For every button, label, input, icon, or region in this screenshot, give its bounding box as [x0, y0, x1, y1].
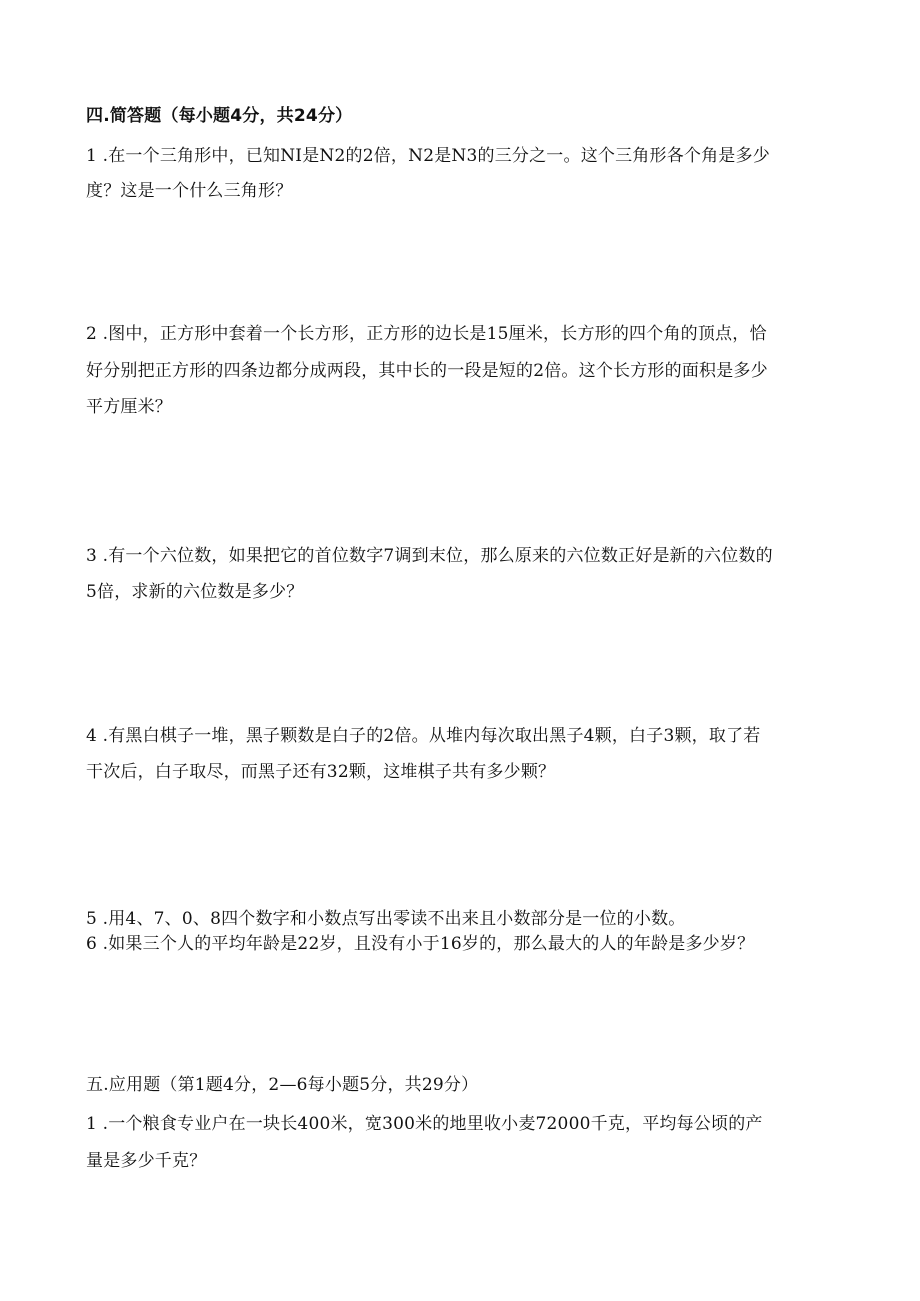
section4-q2-line3: 平方厘米？	[86, 397, 172, 417]
section5-q1-line2: 量是多少千克？	[86, 1151, 207, 1171]
section4-q5-line1: 5 .用4、7、0、8四个数字和小数点写出零读不出来且小数部分是一位的小数。	[86, 909, 686, 929]
section4-q3-line2: 5倍，求新的六位数是多少？	[86, 582, 304, 602]
section4-q2-line2: 好分别把正方形的四条边都分成两段，其中长的一段是短的2倍。这个长方形的面积是多少	[86, 361, 768, 381]
section4-q6-line1: 6 .如果三个人的平均年龄是22岁，且没有小于16岁的，那么最大的人的年龄是多少岁？	[86, 934, 755, 954]
section5-q1-line1: 1 .一个粮食专业户在一块长400米，宽300米的地里收小麦72000千克，平均每公顷的产	[86, 1114, 763, 1134]
section4-q3-line1: 3 .有一个六位数，如果把它的首位数字7调到末位，那么原来的六位数正好是新的六位数的	[86, 546, 773, 566]
section4-q2-line1: 2 .图中，正方形中套着一个长方形，正方形的边长是15厘米，长方形的四个角的顶点，恰	[86, 324, 767, 344]
section4-q1-line1: 1 .在一个三角形中，已知NI是N2的2倍，N2是N3的三分之一。这个三角形各个角是多少	[86, 146, 770, 166]
section4-q4-line2: 干次后，白子取尽，而黑子还有32颗，这堆棋子共有多少颗？	[86, 762, 556, 782]
section5-heading: 五.应用题（第1题4分，2—6每小题5分，共29分）	[86, 1075, 479, 1095]
section4-q1-line2: 度？这是一个什么三角形？	[86, 181, 293, 201]
section4-heading: 四.简答题（每小题4分，共24分）	[86, 106, 353, 126]
section4-q4-line1: 4 .有黑白棋子一堆，黑子颗数是白子的2倍。从堆内每次取出黑子4颗，白子3颗，取了若	[86, 726, 761, 746]
